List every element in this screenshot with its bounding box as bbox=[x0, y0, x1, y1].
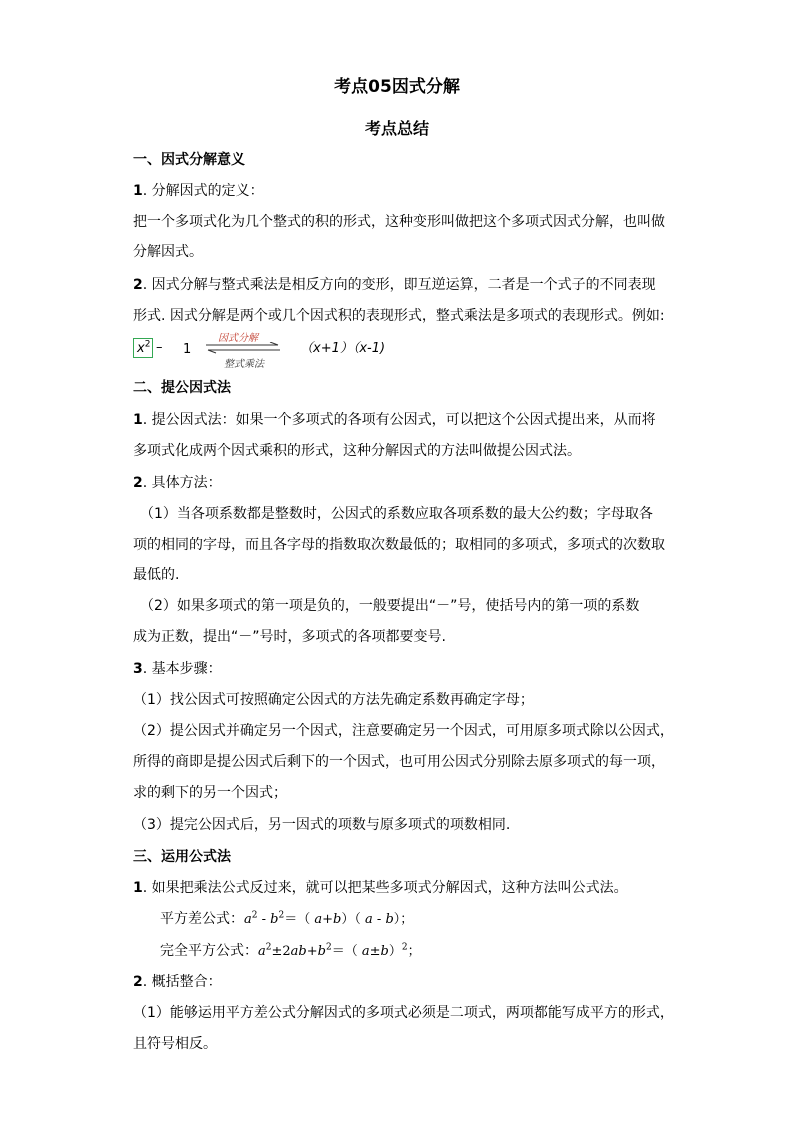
paragraph-line: （2）如果多项式的第一项是负的，一般要提出“－”号，使括号内的第一项的系数 bbox=[140, 598, 640, 614]
item-number: 2 bbox=[133, 974, 143, 990]
paragraph-line: （1）找公因式可按照确定公因式的方法先确定系数再确定字母； bbox=[133, 692, 534, 708]
x-squared-box: $x^2$ bbox=[133, 338, 153, 358]
formula-perfect-square: 完全平方公式：$a^2\pm 2ab+b^2=$（ a±b）$^2$； bbox=[160, 942, 421, 959]
item-number: 3 bbox=[133, 661, 143, 677]
paragraph bbox=[133, 972, 222, 992]
item-text: . 如果把乘法公式反过来，就可以把某些多项式分解因式，这种方法叫公式法。 bbox=[142, 880, 628, 896]
item-text: . 分解因式的定义： bbox=[142, 183, 264, 199]
item-number: 1 bbox=[133, 412, 143, 428]
paragraph-line: （1）能够运用平方差公式分解因式的多项式必须是二项式，两项都能写成平方的形式， bbox=[133, 1005, 674, 1021]
paragraph-line: （2）提公因式并确定另一个因式，注意要确定另一个因式，可用原多项式除以公因式， bbox=[133, 723, 674, 739]
double-arrow-icon bbox=[204, 342, 284, 354]
paragraph bbox=[133, 410, 656, 430]
item-number: 2 bbox=[133, 277, 143, 293]
minus-sign: – bbox=[156, 340, 163, 355]
formula-label: 平方差公式： bbox=[160, 911, 244, 927]
paragraph bbox=[133, 878, 628, 898]
label-multiplication: 整式乘法 bbox=[224, 359, 264, 370]
paragraph-line: 多项式化成两个因式乘积的形式，这种分解因式的方法叫做提公因式法。 bbox=[133, 443, 581, 459]
section-3-heading: 三、运用公式法 bbox=[133, 849, 231, 865]
formula-difference-of-squares: 平方差公式：$a^2 - b^2=$（ a+b）（ a - b）； bbox=[160, 910, 414, 927]
paragraph-line: （3）提完公因式后，另一因式的项数与原多项式的项数相同. bbox=[133, 817, 511, 833]
paragraph-line: 把一个多项式化为几个整式的积的形式，这种变形叫做把这个多项式因式分解，也叫做 bbox=[133, 214, 665, 230]
constant-one: 1 bbox=[183, 342, 192, 357]
paragraph-line: 最低的. bbox=[133, 567, 180, 583]
paragraph-line: 所得的商即是提公因式后剩下的一个因式，也可用公因式分别除去原多项式的每一项， bbox=[133, 754, 665, 770]
item-number: 2 bbox=[133, 475, 143, 491]
paragraph bbox=[133, 181, 264, 201]
paragraph bbox=[133, 659, 222, 679]
item-text: . 因式分解与整式乘法是相反方向的变形，即互逆运算，二者是一个式子的不同表现 bbox=[142, 277, 656, 293]
paragraph-line: （1）当各项系数都是整数时，公因式的系数应取各项系数的最大公约数；字母取各 bbox=[140, 506, 653, 522]
item-number: 1 bbox=[133, 880, 143, 896]
paragraph bbox=[133, 275, 656, 295]
label-factorize: 因式分解 bbox=[218, 333, 258, 344]
item-text: . 具体方法： bbox=[142, 475, 222, 491]
formula-label: 完全平方公式： bbox=[160, 943, 258, 959]
item-text: . 提公因式法：如果一个多项式的各项有公因式，可以把这个公因式提出来，从而将 bbox=[142, 412, 656, 428]
item-text: . 基本步骤： bbox=[142, 661, 222, 677]
paragraph-line: 且符号相反。 bbox=[133, 1036, 217, 1052]
paragraph-line: 分解因式。 bbox=[133, 244, 203, 260]
page-title: 考点05因式分解 bbox=[334, 77, 460, 97]
paragraph-line: 项的相同的字母，而且各字母的指数取次数最低的；取相同的多项式，多项式的次数取 bbox=[133, 537, 665, 553]
page-subtitle: 考点总结 bbox=[364, 119, 429, 138]
section-1-heading: 一、因式分解意义 bbox=[133, 152, 245, 168]
section-2-heading: 二、提公因式法 bbox=[133, 380, 231, 396]
item-number: 1 bbox=[133, 183, 143, 199]
paragraph-line: 成为正数，提出“－”号时，多项式的各项都要变号. bbox=[133, 629, 446, 645]
paragraph-line: 形式. 因式分解是两个或几个因式积的表现形式，整式乘法是多项式的表现形式。例如: bbox=[133, 308, 665, 324]
paragraph-line: 求的剩下的另一个因式； bbox=[133, 785, 287, 801]
item-text: . 概括整合： bbox=[142, 974, 222, 990]
factored-result: （x+1）（x-1) bbox=[300, 341, 386, 356]
paragraph bbox=[133, 473, 222, 493]
